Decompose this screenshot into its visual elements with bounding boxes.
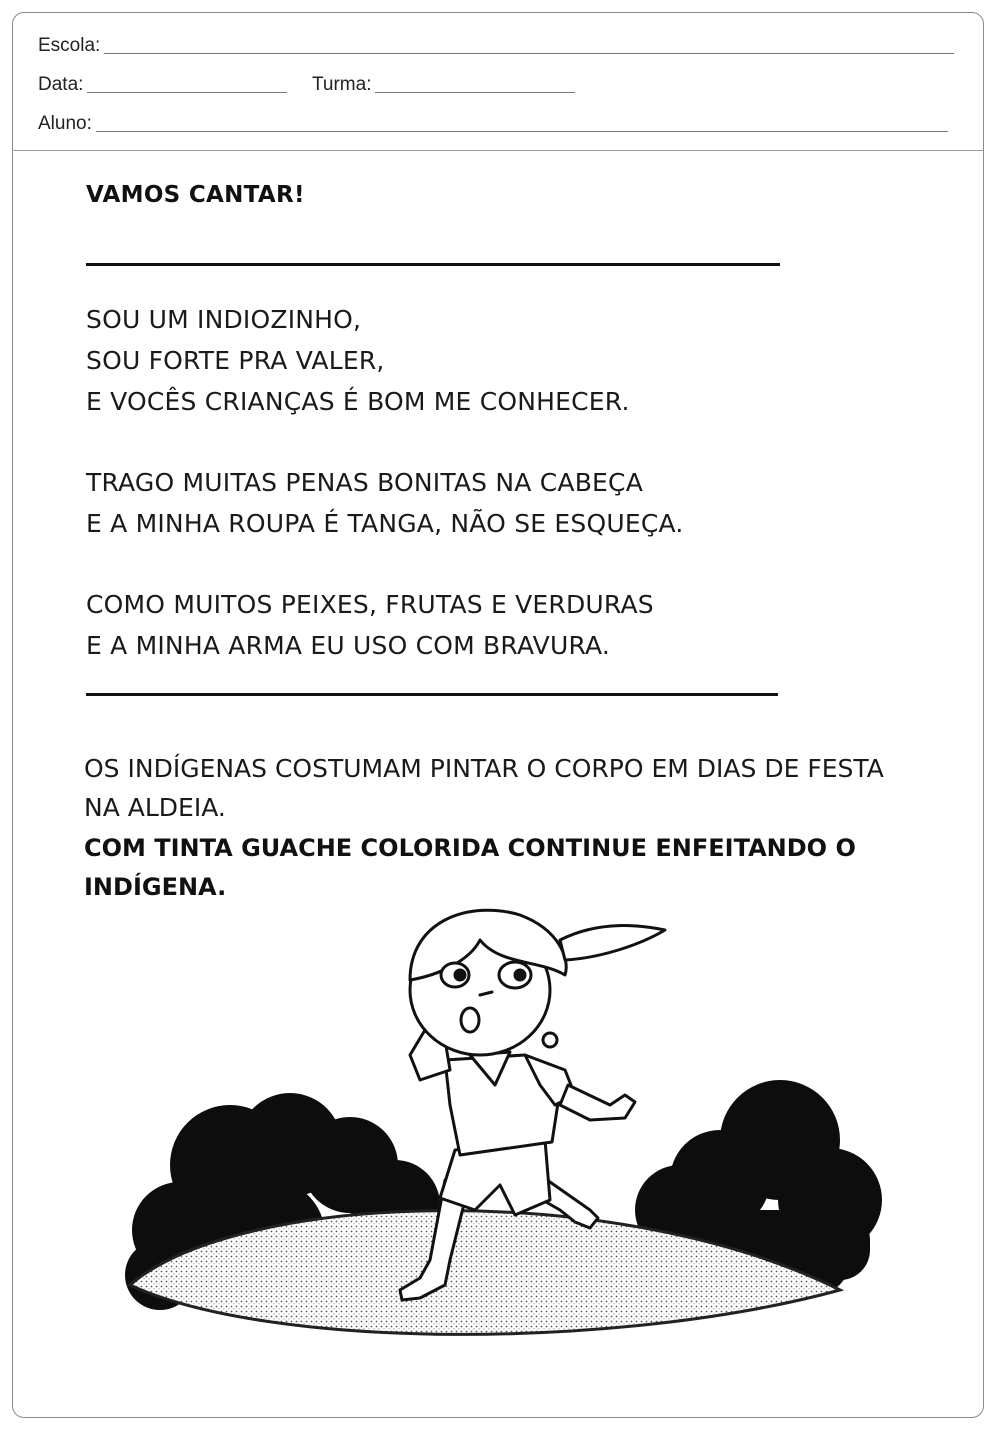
- school-field[interactable]: [38, 35, 954, 57]
- student-field[interactable]: [38, 113, 948, 135]
- date-label: Data:: [38, 74, 84, 95]
- stanza-line: E A MINHA ARMA EU USO COM BRAVURA.: [86, 631, 611, 660]
- stanza-line: SOU UM INDIOZINHO,: [86, 305, 362, 334]
- date-field[interactable]: [38, 74, 287, 96]
- top-rule: [86, 263, 780, 266]
- bottom-rule: [86, 693, 778, 696]
- header-divider: [12, 150, 984, 151]
- song-title: VAMOS CANTAR!: [86, 182, 305, 208]
- school-label: Escola:: [38, 35, 101, 56]
- illustration-icon: [120, 880, 890, 1360]
- stanza-3: [86, 584, 654, 666]
- student-input-line[interactable]: [96, 131, 948, 132]
- stanza-line: E A MINHA ROUPA É TANGA, NÃO SE ESQUEÇA.: [86, 509, 684, 538]
- class-field[interactable]: [312, 74, 575, 96]
- stanza-line: COMO MUITOS PEIXES, FRUTAS E VERDURAS: [86, 590, 654, 619]
- class-input-line[interactable]: [375, 92, 575, 93]
- school-input-line[interactable]: [104, 53, 954, 54]
- indigenous-boy-illustration[interactable]: [120, 880, 890, 1360]
- stanza-line: SOU FORTE PRA VALER,: [86, 346, 385, 375]
- class-label: Turma:: [312, 74, 372, 95]
- stanza-1: [86, 299, 630, 422]
- student-label: Aluno:: [38, 113, 92, 134]
- stanza-line: TRAGO MUITAS PENAS BONITAS NA CABEÇA: [86, 468, 643, 497]
- activity-instruction: COM TINTA GUACHE COLORIDA CONTINUE ENFEITANDO O INDÍGENA.: [84, 834, 856, 901]
- date-input-line[interactable]: [87, 92, 287, 93]
- stanza-line: E VOCÊS CRIANÇAS É BOM ME CONHECER.: [86, 387, 630, 416]
- activity-description: OS INDÍGENAS COSTUMAM PINTAR O CORPO EM DIAS DE FESTA NA ALDEIA.: [84, 754, 884, 822]
- stanza-2: [86, 462, 684, 544]
